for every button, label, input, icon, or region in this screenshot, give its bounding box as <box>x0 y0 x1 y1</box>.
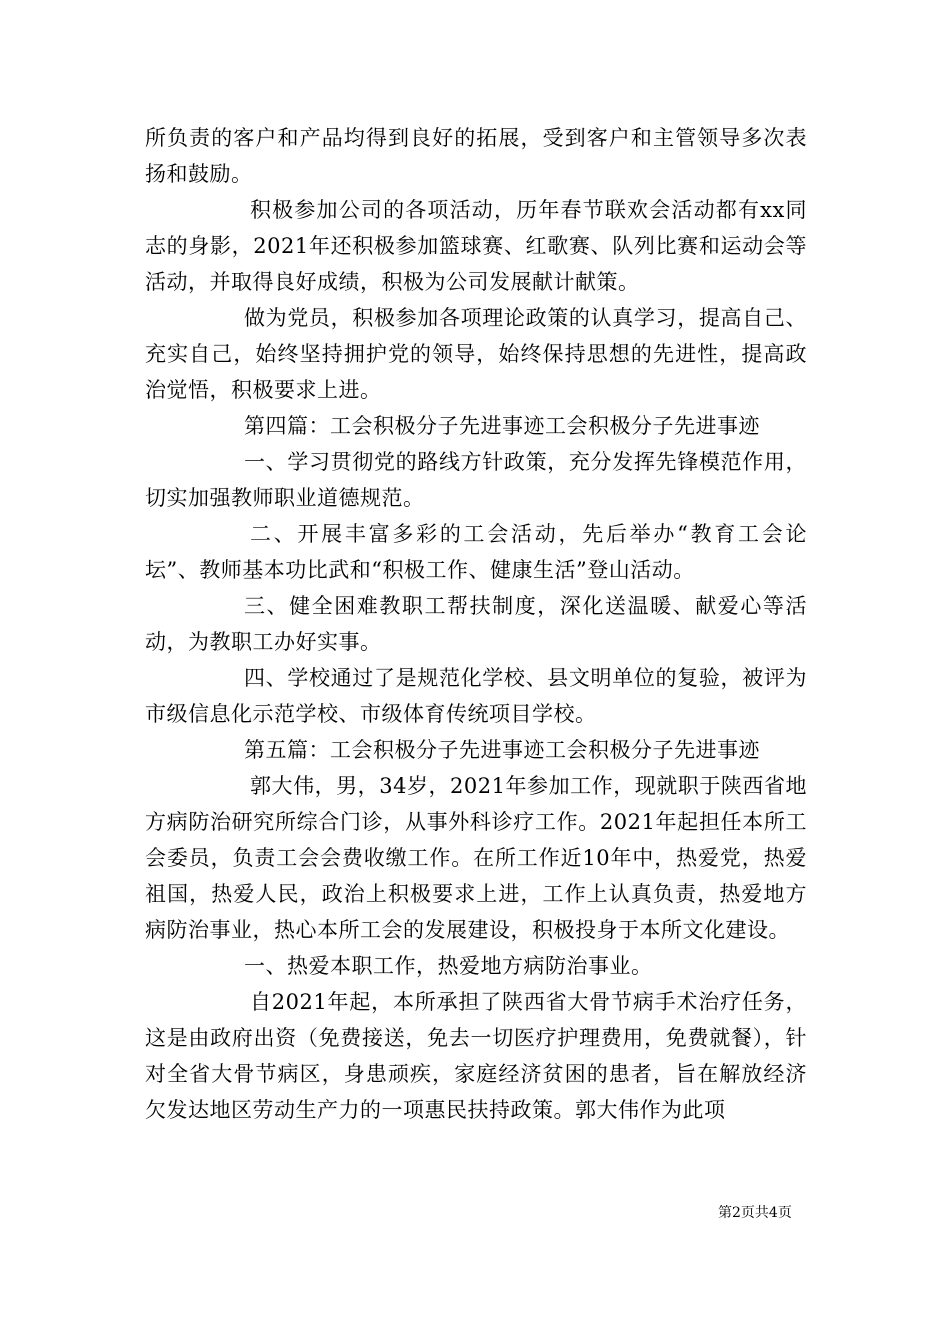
subheading-1: 一、热爱本职工作，热爱地方病防治事业。 <box>244 954 653 978</box>
paragraph-party-member: 做为党员，积极参加各项理论政策的认真学习，提高自己、充实自己，始终坚持拥护党的领导，始终保持思想的先进性，提高政治觉悟，积极要求上进。 <box>145 306 807 402</box>
section-heading-4: 第四篇：工会积极分子先进事迹工会积极分子先进事迹 <box>244 414 760 438</box>
page-number: 第2页共4页 <box>718 1205 792 1221</box>
list-item-3: 三、健全困难教职工帮扶制度，深化送温暖、献爱心等活动，为教职工办好实事。 <box>145 594 807 654</box>
paragraph-continuation: 所负责的客户和产品均得到良好的拓展，受到客户和主管领导多次表扬和鼓励。 <box>145 126 807 186</box>
paragraph-activities: 积极参加公司的各项活动，历年春节联欢会活动都有xx同志的身影，2021年还积极参加篮球赛、红歌赛、队列比赛和运动会等活动，并取得良好成绩，积极为公司发展献计献策。 <box>145 198 807 294</box>
list-item-1: 一、学习贯彻党的路线方针政策，充分发挥先锋模范作用，切实加强教师职业道德规范。 <box>145 450 807 510</box>
section-heading-5: 第五篇：工会积极分子先进事迹工会积极分子先进事迹 <box>244 738 760 762</box>
document-body <box>145 120 807 1128</box>
list-item-4: 四、学校通过了是规范化学校、县文明单位的复验，被评为市级信息化示范学校、市级体育传统项目学校。 <box>145 666 807 726</box>
list-item-2: 二、开展丰富多彩的工会活动，先后举办“教育工会论坛”、教师基本功比武和“积极工作、健康生活”登山活动。 <box>145 522 807 582</box>
paragraph-surgery-task: 自2021年起，本所承担了陕西省大骨节病手术治疗任务，这是由政府出资（免费接送，免去一切医疗护理费用，免费就餐），针对全省大骨节病区，身患顽疾，家庭经济贫困的患者，旨在解放经济欠发达地区劳动生产力的一项惠民扶持政策。郭大伟作为此项 <box>145 990 807 1122</box>
paragraph-profile: 郭大伟，男，34岁，2021年参加工作，现就职于陕西省地方病防治研究所综合门诊，从事外科诊疗工作。2021年起担任本所工会委员，负责工会会费收缴工作。在所工作近10年中，热爱党，热爱祖国，热爱人民，政治上积极要求上进，工作上认真负责，热爱地方病防治事业，热心本所工会的发展建设，积极投身于本所文化建设。 <box>145 774 807 942</box>
